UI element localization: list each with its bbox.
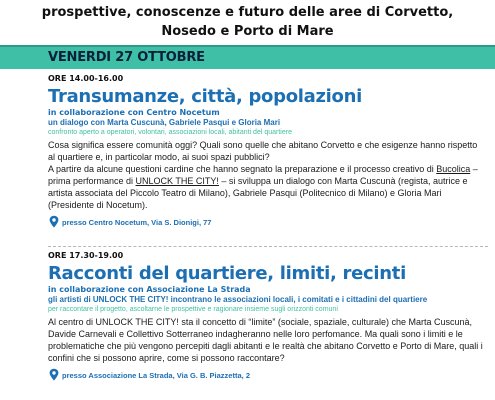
event-2 bbox=[48, 250, 488, 382]
event-time: ORE 14.00-16.00 bbox=[48, 74, 124, 83]
event-description bbox=[48, 139, 484, 211]
unlock-the-city-link[interactable]: UNLOCK THE CITY! bbox=[135, 176, 219, 186]
event-description-p2b: – prima performance di bbox=[48, 164, 478, 186]
event-collaboration: in collaborazione con Centro Nocetum bbox=[48, 108, 220, 117]
event-description-p2c: – si sviluppa un dialogo con Marta Cuscunà (regista, autrice e artista associata del Piccolo Teatro di Milano), Gabriele Pasqui (Politecnico di Milano) e Gloria Mari (Presidente di Nocetum). bbox=[48, 176, 468, 210]
event-time: ORE 17.30-19.00 bbox=[48, 251, 124, 260]
event-divider bbox=[48, 246, 488, 247]
event-title: Transumanze, città, popolazioni bbox=[48, 86, 362, 107]
event-title: Racconti del quartiere, limiti, recinti bbox=[48, 263, 406, 284]
event-location-text: presso Centro Nocetum, Via S. Dionigi, 77 bbox=[62, 218, 212, 227]
header-line-2: Nosedo e Porto di Mare bbox=[161, 24, 334, 39]
header-line-1: prospettive, conoscenze e futuro delle aree di Corvetto, bbox=[41, 5, 454, 20]
event-description-p1: Al centro di UNLOCK THE CITY! sta il concetto di “limite” (sociale, spaziale, culturale) che Marta Cuscunà, Davide Carnevali e Collettivo Sotterraneo indagheranno nelle loro perfomance. Ma quali sono i limiti e le problematiche che più vengono percepiti dagli abitanti e le realtà che abitano Corvetto e Porto di Mare, quali i confini che si possono aprire, come si possono raccontare? bbox=[48, 317, 483, 363]
date-banner bbox=[0, 45, 495, 69]
event-description-p2a: A partire da alcune questioni cardine che hanno segnato la preparazione e il processo creativo di bbox=[48, 164, 437, 174]
bucolica-link[interactable]: Bucolica bbox=[436, 164, 471, 174]
event-subtitle: un dialogo con Marta Cuscunà, Gabriele Pasqui e Gloria Mari bbox=[48, 118, 281, 127]
page-header bbox=[0, 0, 495, 45]
map-pin-icon bbox=[48, 368, 60, 382]
event-location[interactable] bbox=[48, 215, 488, 229]
event-collaboration: in collaborazione con Associazione La Strada bbox=[48, 285, 251, 294]
event-1 bbox=[48, 73, 488, 229]
event-description-p1: Cosa significa essere comunità oggi? Quali sono quelle che abitano Corvetto e che esigenze hanno rispetto al quartiere e, in particolar modo, ai suoi spazi pubblici? bbox=[48, 140, 478, 162]
event-note: confronto aperto a operatori, volontari, associazioni locali, abitanti del quartiere bbox=[48, 129, 292, 136]
event-location-text: presso Associazione La Strada, Via G. B. Piazzetta, 2 bbox=[62, 371, 250, 380]
event-location[interactable] bbox=[48, 368, 488, 382]
event-subtitle: gli artisti di UNLOCK THE CITY! incontrano le associazioni locali, i comitati e i cittadini del quartiere bbox=[48, 295, 428, 304]
map-pin-icon bbox=[48, 215, 60, 229]
date-label: VENERDI 27 OTTOBRE bbox=[48, 50, 205, 65]
event-note: per raccontare il progetto, ascoltarne le prospettive e ragionare insieme sugli orizzonti comuni bbox=[48, 306, 338, 313]
event-description bbox=[48, 316, 484, 364]
